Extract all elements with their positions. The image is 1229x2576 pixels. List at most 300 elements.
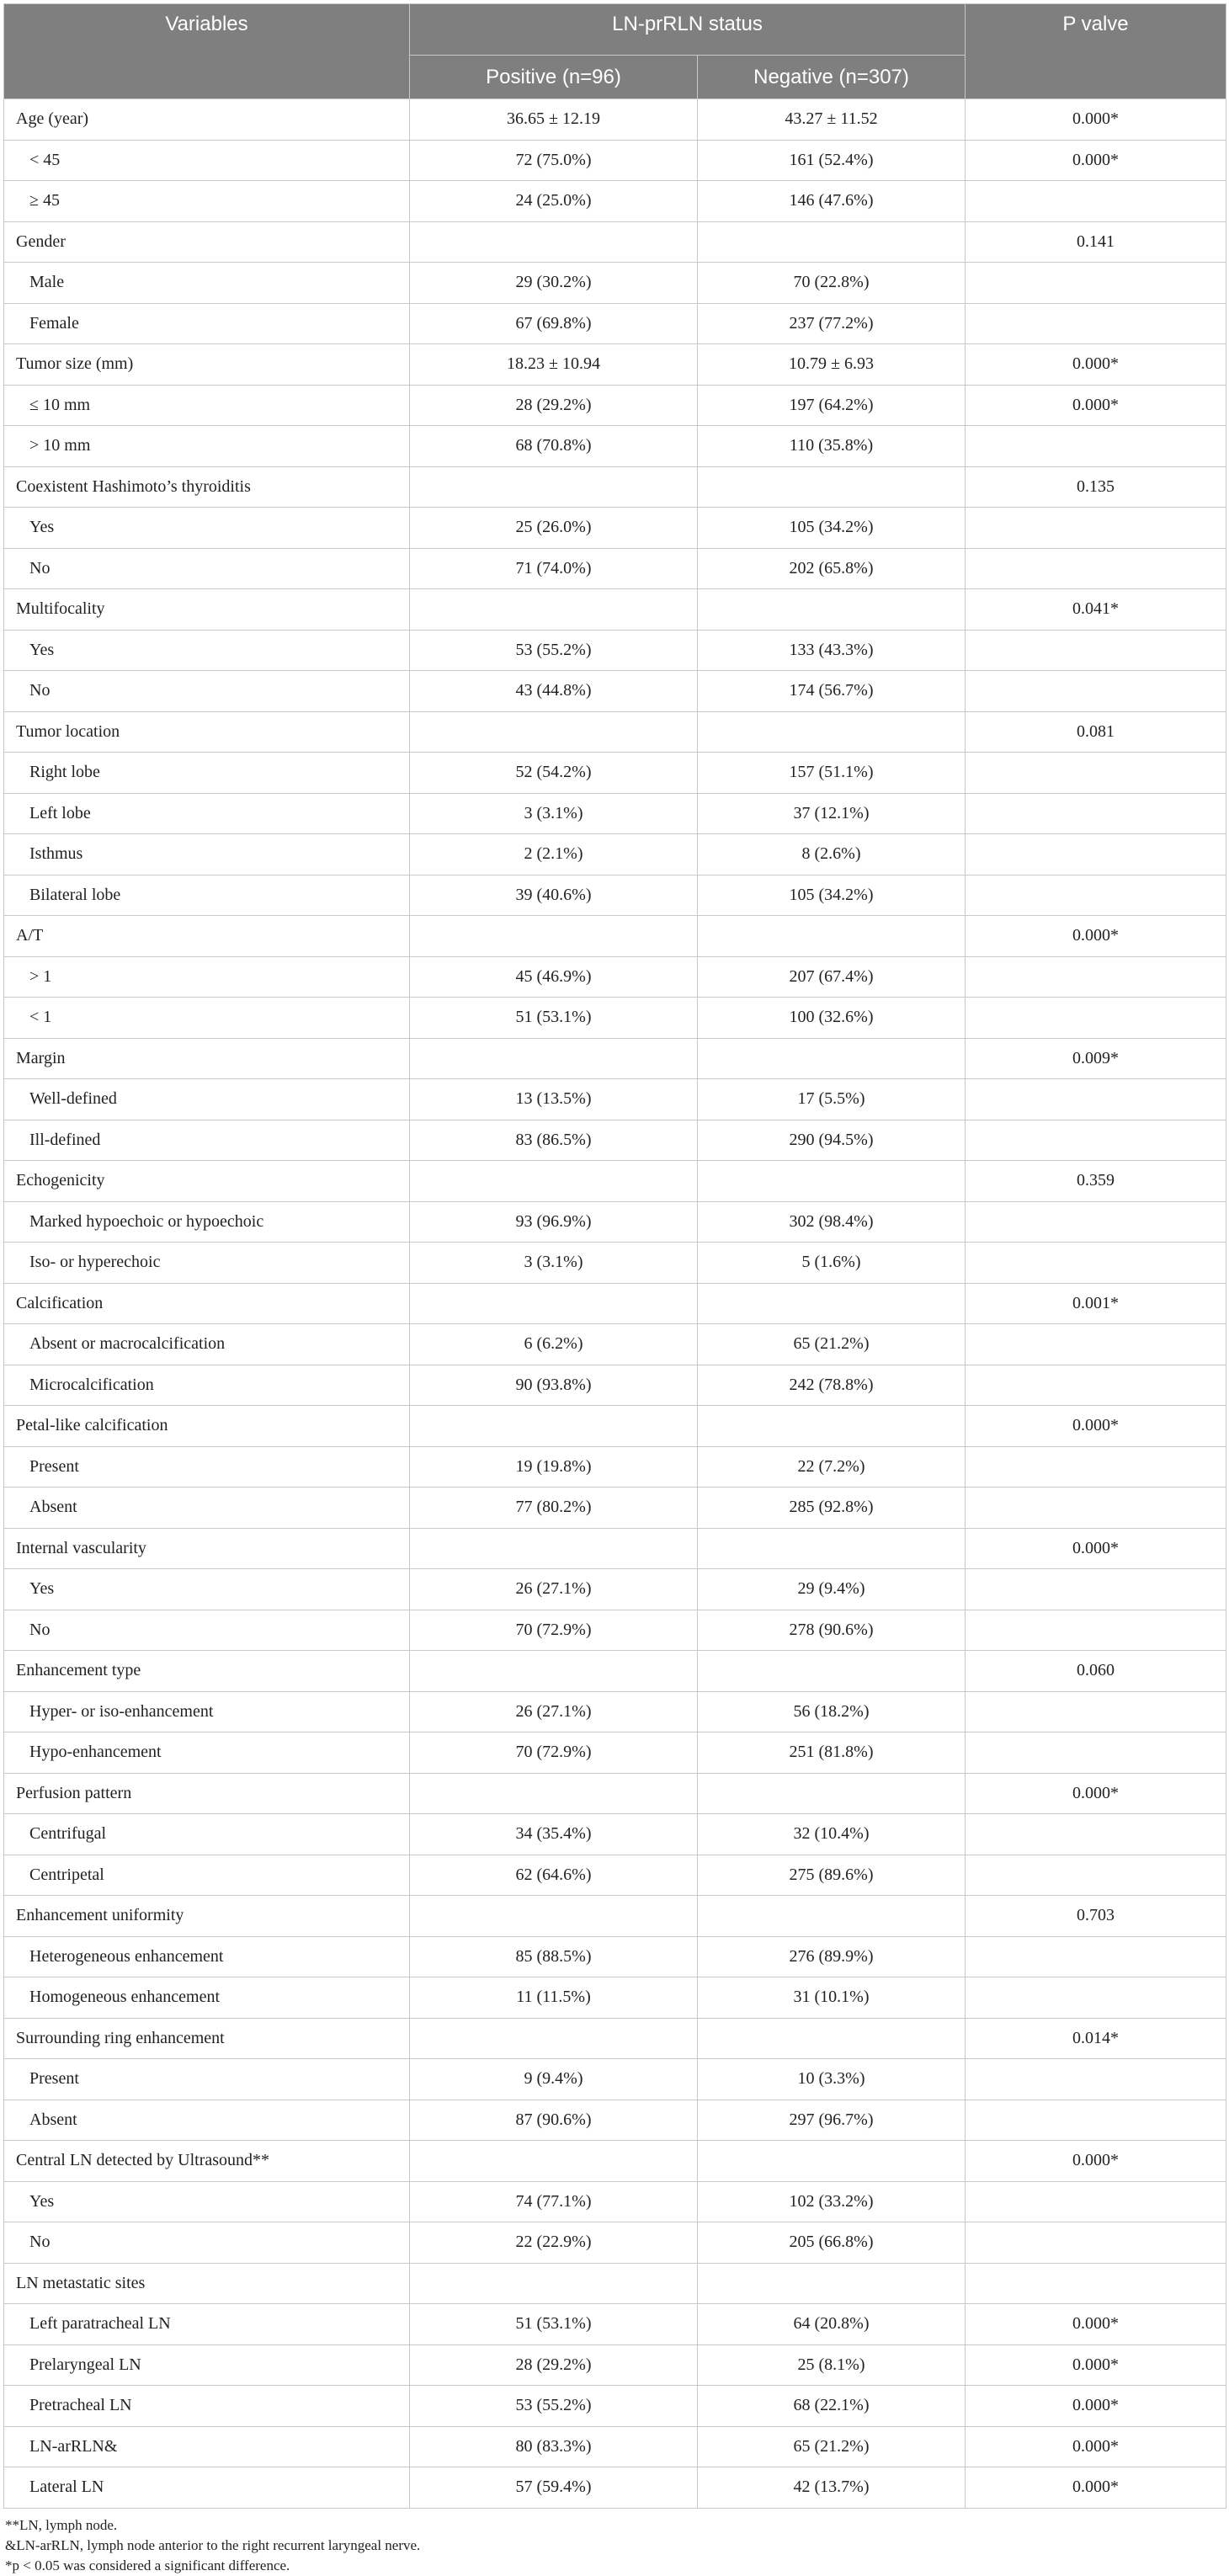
- negative-cell: 285 (92.8%): [698, 1488, 966, 1529]
- p-value-cell: [966, 1610, 1226, 1651]
- p-value-cell: [966, 793, 1226, 834]
- variable-cell: Hypo-enhancement: [4, 1732, 410, 1774]
- negative-cell: 100 (32.6%): [698, 998, 966, 1039]
- table-row-subitem: [4, 1732, 1226, 1774]
- p-value-cell: 0.000*: [966, 99, 1226, 141]
- positive-cell: 19 (19.8%): [410, 1446, 698, 1488]
- positive-cell: 52 (54.2%): [410, 753, 698, 794]
- positive-cell: 83 (86.5%): [410, 1120, 698, 1161]
- variable-cell: No: [4, 548, 410, 589]
- variable-cell: Absent or macrocalcification: [4, 1324, 410, 1365]
- table-row-subitem: [4, 956, 1226, 998]
- negative-cell: 68 (22.1%): [698, 2386, 966, 2427]
- negative-cell: 157 (51.1%): [698, 753, 966, 794]
- positive-cell: 70 (72.9%): [410, 1732, 698, 1774]
- negative-cell: 22 (7.2%): [698, 1446, 966, 1488]
- p-value-cell: [966, 1488, 1226, 1529]
- table-row-subitem: [4, 1855, 1226, 1896]
- table-row-category: [4, 2018, 1226, 2059]
- p-value-cell: [966, 834, 1226, 876]
- negative-cell: [698, 2263, 966, 2304]
- positive-cell: [410, 221, 698, 263]
- p-value-cell: [966, 1365, 1226, 1406]
- variable-cell: Absent: [4, 1488, 410, 1529]
- p-value-cell: [966, 303, 1226, 344]
- table-row-category: [4, 1283, 1226, 1324]
- table-row-subitem: [4, 1569, 1226, 1610]
- negative-cell: [698, 1773, 966, 1814]
- variable-cell: Enhancement type: [4, 1651, 410, 1692]
- table-row-category: [4, 99, 1226, 141]
- positive-cell: 70 (72.9%): [410, 1610, 698, 1651]
- table-row-category: [4, 1038, 1226, 1079]
- footnote: *p < 0.05 was considered a significant difference.: [5, 2557, 290, 2573]
- p-value-cell: 0.000*: [966, 2344, 1226, 2386]
- positive-cell: 28 (29.2%): [410, 2344, 698, 2386]
- p-value-cell: 0.000*: [966, 2304, 1226, 2345]
- table-row-subitem: [4, 2100, 1226, 2141]
- positive-cell: 53 (55.2%): [410, 630, 698, 671]
- table-row-subitem: [4, 508, 1226, 549]
- variable-cell: Left paratracheal LN: [4, 2304, 410, 2345]
- p-value-cell: [966, 998, 1226, 1039]
- variable-cell: Left lobe: [4, 793, 410, 834]
- p-value-cell: [966, 508, 1226, 549]
- table-row-subitem: [4, 2344, 1226, 2386]
- table-row-subitem: [4, 1079, 1226, 1120]
- negative-cell: [698, 589, 966, 631]
- negative-cell: [698, 221, 966, 263]
- table-row-category: [4, 1528, 1226, 1569]
- negative-cell: 105 (34.2%): [698, 875, 966, 916]
- variable-cell: Margin: [4, 1038, 410, 1079]
- positive-cell: 51 (53.1%): [410, 998, 698, 1039]
- table-row-subitem: [4, 1814, 1226, 1855]
- positive-cell: 26 (27.1%): [410, 1691, 698, 1732]
- p-value-cell: [966, 1977, 1226, 2019]
- negative-cell: 43.27 ± 11.52: [698, 99, 966, 141]
- p-value-cell: [966, 2100, 1226, 2141]
- negative-cell: [698, 711, 966, 753]
- variable-cell: Yes: [4, 630, 410, 671]
- table-body: [4, 99, 1226, 2509]
- p-value-cell: [966, 426, 1226, 467]
- positive-cell: [410, 1283, 698, 1324]
- table-row-subitem: [4, 793, 1226, 834]
- p-value-cell: 0.000*: [966, 1773, 1226, 1814]
- results-table-container: [3, 3, 1226, 2576]
- negative-cell: 202 (65.8%): [698, 548, 966, 589]
- p-value-cell: 0.000*: [966, 916, 1226, 957]
- positive-cell: 18.23 ± 10.94: [410, 344, 698, 386]
- variable-cell: LN metastatic sites: [4, 2263, 410, 2304]
- p-value-cell: 0.000*: [966, 344, 1226, 386]
- p-value-cell: [966, 875, 1226, 916]
- positive-cell: 3 (3.1%): [410, 1243, 698, 1284]
- negative-cell: 237 (77.2%): [698, 303, 966, 344]
- p-value-cell: [966, 1079, 1226, 1120]
- variable-cell: Central LN detected by Ultrasound**: [4, 2141, 410, 2182]
- negative-cell: 65 (21.2%): [698, 2426, 966, 2467]
- positive-cell: 9 (9.4%): [410, 2059, 698, 2100]
- table-row-category: [4, 1161, 1226, 1202]
- variable-cell: Gender: [4, 221, 410, 263]
- negative-cell: 205 (66.8%): [698, 2222, 966, 2264]
- negative-cell: 197 (64.2%): [698, 385, 966, 426]
- table-row-subitem: [4, 181, 1226, 222]
- table-row-subitem: [4, 630, 1226, 671]
- table-row-subitem: [4, 303, 1226, 344]
- positive-cell: [410, 2018, 698, 2059]
- variable-cell: Perfusion pattern: [4, 1773, 410, 1814]
- p-value-cell: 0.000*: [966, 1528, 1226, 1569]
- negative-cell: 105 (34.2%): [698, 508, 966, 549]
- p-value-cell: [966, 2263, 1226, 2304]
- table-row-subitem: [4, 385, 1226, 426]
- variable-cell: Multifocality: [4, 589, 410, 631]
- table-row-subitem: [4, 2222, 1226, 2264]
- p-value-cell: 0.081: [966, 711, 1226, 753]
- table-row-subitem: [4, 263, 1226, 304]
- negative-cell: [698, 1406, 966, 1447]
- variable-cell: Isthmus: [4, 834, 410, 876]
- variable-cell: Well-defined: [4, 1079, 410, 1120]
- p-value-cell: [966, 2181, 1226, 2222]
- p-value-cell: 0.000*: [966, 1406, 1226, 1447]
- variable-cell: Present: [4, 2059, 410, 2100]
- negative-cell: 290 (94.5%): [698, 1120, 966, 1161]
- negative-cell: 174 (56.7%): [698, 671, 966, 712]
- header-p-value: P valve: [966, 4, 1226, 99]
- p-value-cell: 0.009*: [966, 1038, 1226, 1079]
- table-row-subitem: [4, 548, 1226, 589]
- negative-cell: 10.79 ± 6.93: [698, 344, 966, 386]
- p-value-cell: [966, 1691, 1226, 1732]
- positive-cell: 43 (44.8%): [410, 671, 698, 712]
- variable-cell: Lateral LN: [4, 2467, 410, 2509]
- variable-cell: Female: [4, 303, 410, 344]
- p-value-cell: [966, 1814, 1226, 1855]
- variable-cell: Surrounding ring enhancement: [4, 2018, 410, 2059]
- negative-cell: 207 (67.4%): [698, 956, 966, 998]
- footnotes: [3, 2515, 1226, 2576]
- positive-cell: 62 (64.6%): [410, 1855, 698, 1896]
- p-value-cell: [966, 630, 1226, 671]
- table-row-category: [4, 2263, 1226, 2304]
- variable-cell: Present: [4, 1446, 410, 1488]
- table-row-subitem: [4, 671, 1226, 712]
- variable-cell: Iso- or hyperechoic: [4, 1243, 410, 1284]
- negative-cell: 37 (12.1%): [698, 793, 966, 834]
- positive-cell: 28 (29.2%): [410, 385, 698, 426]
- negative-cell: 65 (21.2%): [698, 1324, 966, 1365]
- header-variables: Variables: [4, 4, 410, 99]
- table-row-subitem: [4, 998, 1226, 1039]
- positive-cell: 26 (27.1%): [410, 1569, 698, 1610]
- positive-cell: 77 (80.2%): [410, 1488, 698, 1529]
- positive-cell: [410, 2263, 698, 2304]
- negative-cell: 32 (10.4%): [698, 1814, 966, 1855]
- variable-cell: LN-arRLN&: [4, 2426, 410, 2467]
- negative-cell: 242 (78.8%): [698, 1365, 966, 1406]
- table-row-subitem: [4, 2304, 1226, 2345]
- table-row-category: [4, 1406, 1226, 1447]
- variable-cell: ≤ 10 mm: [4, 385, 410, 426]
- p-value-cell: 0.359: [966, 1161, 1226, 1202]
- positive-cell: 45 (46.9%): [410, 956, 698, 998]
- negative-cell: 275 (89.6%): [698, 1855, 966, 1896]
- variable-cell: < 1: [4, 998, 410, 1039]
- negative-cell: 161 (52.4%): [698, 140, 966, 181]
- positive-cell: 74 (77.1%): [410, 2181, 698, 2222]
- table-row-subitem: [4, 426, 1226, 467]
- table-row-subitem: [4, 2059, 1226, 2100]
- negative-cell: [698, 1896, 966, 1937]
- negative-cell: [698, 1038, 966, 1079]
- p-value-cell: [966, 2222, 1226, 2264]
- variable-cell: Yes: [4, 508, 410, 549]
- variable-cell: Enhancement uniformity: [4, 1896, 410, 1937]
- variable-cell: Homogeneous enhancement: [4, 1977, 410, 2019]
- table-row-subitem: [4, 834, 1226, 876]
- negative-cell: [698, 466, 966, 508]
- positive-cell: 34 (35.4%): [410, 1814, 698, 1855]
- table-row-category: [4, 916, 1226, 957]
- negative-cell: [698, 1283, 966, 1324]
- table-row-subitem: [4, 1488, 1226, 1529]
- p-value-cell: [966, 1855, 1226, 1896]
- variable-cell: No: [4, 2222, 410, 2264]
- table-row-category: [4, 1651, 1226, 1692]
- positive-cell: [410, 711, 698, 753]
- variable-cell: Absent: [4, 2100, 410, 2141]
- positive-cell: [410, 1651, 698, 1692]
- positive-cell: 39 (40.6%): [410, 875, 698, 916]
- positive-cell: [410, 1528, 698, 1569]
- p-value-cell: 0.141: [966, 221, 1226, 263]
- positive-cell: 36.65 ± 12.19: [410, 99, 698, 141]
- p-value-cell: [966, 1324, 1226, 1365]
- table-row-subitem: [4, 753, 1226, 794]
- p-value-cell: [966, 671, 1226, 712]
- positive-cell: [410, 916, 698, 957]
- table-row-category: [4, 711, 1226, 753]
- variable-cell: Heterogeneous enhancement: [4, 1936, 410, 1977]
- variable-cell: Echogenicity: [4, 1161, 410, 1202]
- p-value-cell: 0.000*: [966, 2467, 1226, 2509]
- variable-cell: Tumor location: [4, 711, 410, 753]
- negative-cell: 278 (90.6%): [698, 1610, 966, 1651]
- negative-cell: 42 (13.7%): [698, 2467, 966, 2509]
- p-value-cell: [966, 1569, 1226, 1610]
- positive-cell: 24 (25.0%): [410, 181, 698, 222]
- negative-cell: 10 (3.3%): [698, 2059, 966, 2100]
- p-value-cell: 0.000*: [966, 140, 1226, 181]
- positive-cell: 22 (22.9%): [410, 2222, 698, 2264]
- negative-cell: 31 (10.1%): [698, 1977, 966, 2019]
- header-positive: Positive (n=96): [410, 56, 698, 99]
- table-row-subitem: [4, 2467, 1226, 2509]
- table-row-subitem: [4, 1610, 1226, 1651]
- negative-cell: [698, 916, 966, 957]
- variable-cell: > 1: [4, 956, 410, 998]
- variable-cell: Ill-defined: [4, 1120, 410, 1161]
- positive-cell: [410, 1773, 698, 1814]
- positive-cell: 57 (59.4%): [410, 2467, 698, 2509]
- footnote: &LN-arRLN, lymph node anterior to the right recurrent laryngeal nerve.: [5, 2536, 421, 2553]
- negative-cell: 276 (89.9%): [698, 1936, 966, 1977]
- p-value-cell: 0.000*: [966, 2426, 1226, 2467]
- table-row-subitem: [4, 1324, 1226, 1365]
- positive-cell: 29 (30.2%): [410, 263, 698, 304]
- variable-cell: Pretracheal LN: [4, 2386, 410, 2427]
- negative-cell: 146 (47.6%): [698, 181, 966, 222]
- positive-cell: 11 (11.5%): [410, 1977, 698, 2019]
- negative-cell: 133 (43.3%): [698, 630, 966, 671]
- table-row-subitem: [4, 2181, 1226, 2222]
- negative-cell: 8 (2.6%): [698, 834, 966, 876]
- variable-cell: Petal-like calcification: [4, 1406, 410, 1447]
- variable-cell: > 10 mm: [4, 426, 410, 467]
- variable-cell: Yes: [4, 2181, 410, 2222]
- negative-cell: [698, 1651, 966, 1692]
- variable-cell: No: [4, 671, 410, 712]
- positive-cell: 80 (83.3%): [410, 2426, 698, 2467]
- variable-cell: Internal vascularity: [4, 1528, 410, 1569]
- negative-cell: 302 (98.4%): [698, 1201, 966, 1243]
- p-value-cell: [966, 1732, 1226, 1774]
- variable-cell: Bilateral lobe: [4, 875, 410, 916]
- table-row-category: [4, 344, 1226, 386]
- positive-cell: 68 (70.8%): [410, 426, 698, 467]
- table-row-subitem: [4, 1365, 1226, 1406]
- positive-cell: 72 (75.0%): [410, 140, 698, 181]
- positive-cell: 90 (93.8%): [410, 1365, 698, 1406]
- negative-cell: 70 (22.8%): [698, 263, 966, 304]
- p-value-cell: 0.014*: [966, 2018, 1226, 2059]
- variable-cell: Yes: [4, 1569, 410, 1610]
- negative-cell: [698, 1161, 966, 1202]
- p-value-cell: [966, 1243, 1226, 1284]
- variable-cell: Tumor size (mm): [4, 344, 410, 386]
- negative-cell: 5 (1.6%): [698, 1243, 966, 1284]
- p-value-cell: [966, 263, 1226, 304]
- negative-cell: 29 (9.4%): [698, 1569, 966, 1610]
- negative-cell: [698, 2018, 966, 2059]
- positive-cell: 87 (90.6%): [410, 2100, 698, 2141]
- table-row-subitem: [4, 2426, 1226, 2467]
- negative-cell: 17 (5.5%): [698, 1079, 966, 1120]
- variable-cell: A/T: [4, 916, 410, 957]
- variable-cell: Coexistent Hashimoto’s thyroiditis: [4, 466, 410, 508]
- negative-cell: 64 (20.8%): [698, 2304, 966, 2345]
- positive-cell: 2 (2.1%): [410, 834, 698, 876]
- variable-cell: Marked hypoechoic or hypoechoic: [4, 1201, 410, 1243]
- positive-cell: 13 (13.5%): [410, 1079, 698, 1120]
- variable-cell: ≥ 45: [4, 181, 410, 222]
- variable-cell: Age (year): [4, 99, 410, 141]
- table-row-subitem: [4, 1977, 1226, 2019]
- header-group: LN-prRLN status: [410, 4, 966, 56]
- p-value-cell: [966, 1201, 1226, 1243]
- p-value-cell: [966, 956, 1226, 998]
- table-header: [4, 4, 1226, 99]
- table-row-subitem: [4, 1691, 1226, 1732]
- negative-cell: [698, 2141, 966, 2182]
- negative-cell: 56 (18.2%): [698, 1691, 966, 1732]
- positive-cell: 51 (53.1%): [410, 2304, 698, 2345]
- footnote: **LN, lymph node.: [5, 2516, 118, 2533]
- p-value-cell: [966, 548, 1226, 589]
- table-row-subitem: [4, 1120, 1226, 1161]
- table-row-category: [4, 1896, 1226, 1937]
- variable-cell: < 45: [4, 140, 410, 181]
- p-value-cell: 0.060: [966, 1651, 1226, 1692]
- positive-cell: [410, 1038, 698, 1079]
- positive-cell: 93 (96.9%): [410, 1201, 698, 1243]
- p-value-cell: 0.703: [966, 1896, 1226, 1937]
- p-value-cell: [966, 1120, 1226, 1161]
- p-value-cell: [966, 753, 1226, 794]
- table-row-subitem: [4, 140, 1226, 181]
- variable-cell: Centripetal: [4, 1855, 410, 1896]
- p-value-cell: 0.041*: [966, 589, 1226, 631]
- variable-cell: Prelaryngeal LN: [4, 2344, 410, 2386]
- positive-cell: 3 (3.1%): [410, 793, 698, 834]
- positive-cell: 85 (88.5%): [410, 1936, 698, 1977]
- p-value-cell: [966, 1446, 1226, 1488]
- table-row-subitem: [4, 875, 1226, 916]
- p-value-cell: [966, 181, 1226, 222]
- positive-cell: 67 (69.8%): [410, 303, 698, 344]
- header-negative: Negative (n=307): [698, 56, 966, 99]
- table-row-category: [4, 221, 1226, 263]
- table-row-category: [4, 2141, 1226, 2182]
- positive-cell: [410, 589, 698, 631]
- table-row-subitem: [4, 1446, 1226, 1488]
- positive-cell: [410, 2141, 698, 2182]
- negative-cell: 251 (81.8%): [698, 1732, 966, 1774]
- variable-cell: Male: [4, 263, 410, 304]
- variable-cell: Hyper- or iso-enhancement: [4, 1691, 410, 1732]
- p-value-cell: 0.135: [966, 466, 1226, 508]
- table-row-category: [4, 466, 1226, 508]
- ln-prrln-table: [3, 3, 1226, 2509]
- positive-cell: [410, 1896, 698, 1937]
- positive-cell: [410, 1406, 698, 1447]
- variable-cell: Centrifugal: [4, 1814, 410, 1855]
- positive-cell: [410, 1161, 698, 1202]
- p-value-cell: [966, 2059, 1226, 2100]
- positive-cell: 6 (6.2%): [410, 1324, 698, 1365]
- positive-cell: 71 (74.0%): [410, 548, 698, 589]
- negative-cell: 25 (8.1%): [698, 2344, 966, 2386]
- p-value-cell: 0.001*: [966, 1283, 1226, 1324]
- negative-cell: [698, 1528, 966, 1569]
- positive-cell: 25 (26.0%): [410, 508, 698, 549]
- positive-cell: 53 (55.2%): [410, 2386, 698, 2427]
- p-value-cell: [966, 1936, 1226, 1977]
- table-row-subitem: [4, 1201, 1226, 1243]
- table-row-subitem: [4, 2386, 1226, 2427]
- table-row-category: [4, 1773, 1226, 1814]
- p-value-cell: 0.000*: [966, 2141, 1226, 2182]
- variable-cell: Right lobe: [4, 753, 410, 794]
- table-row-category: [4, 589, 1226, 631]
- negative-cell: 102 (33.2%): [698, 2181, 966, 2222]
- table-row-subitem: [4, 1936, 1226, 1977]
- variable-cell: Calcification: [4, 1283, 410, 1324]
